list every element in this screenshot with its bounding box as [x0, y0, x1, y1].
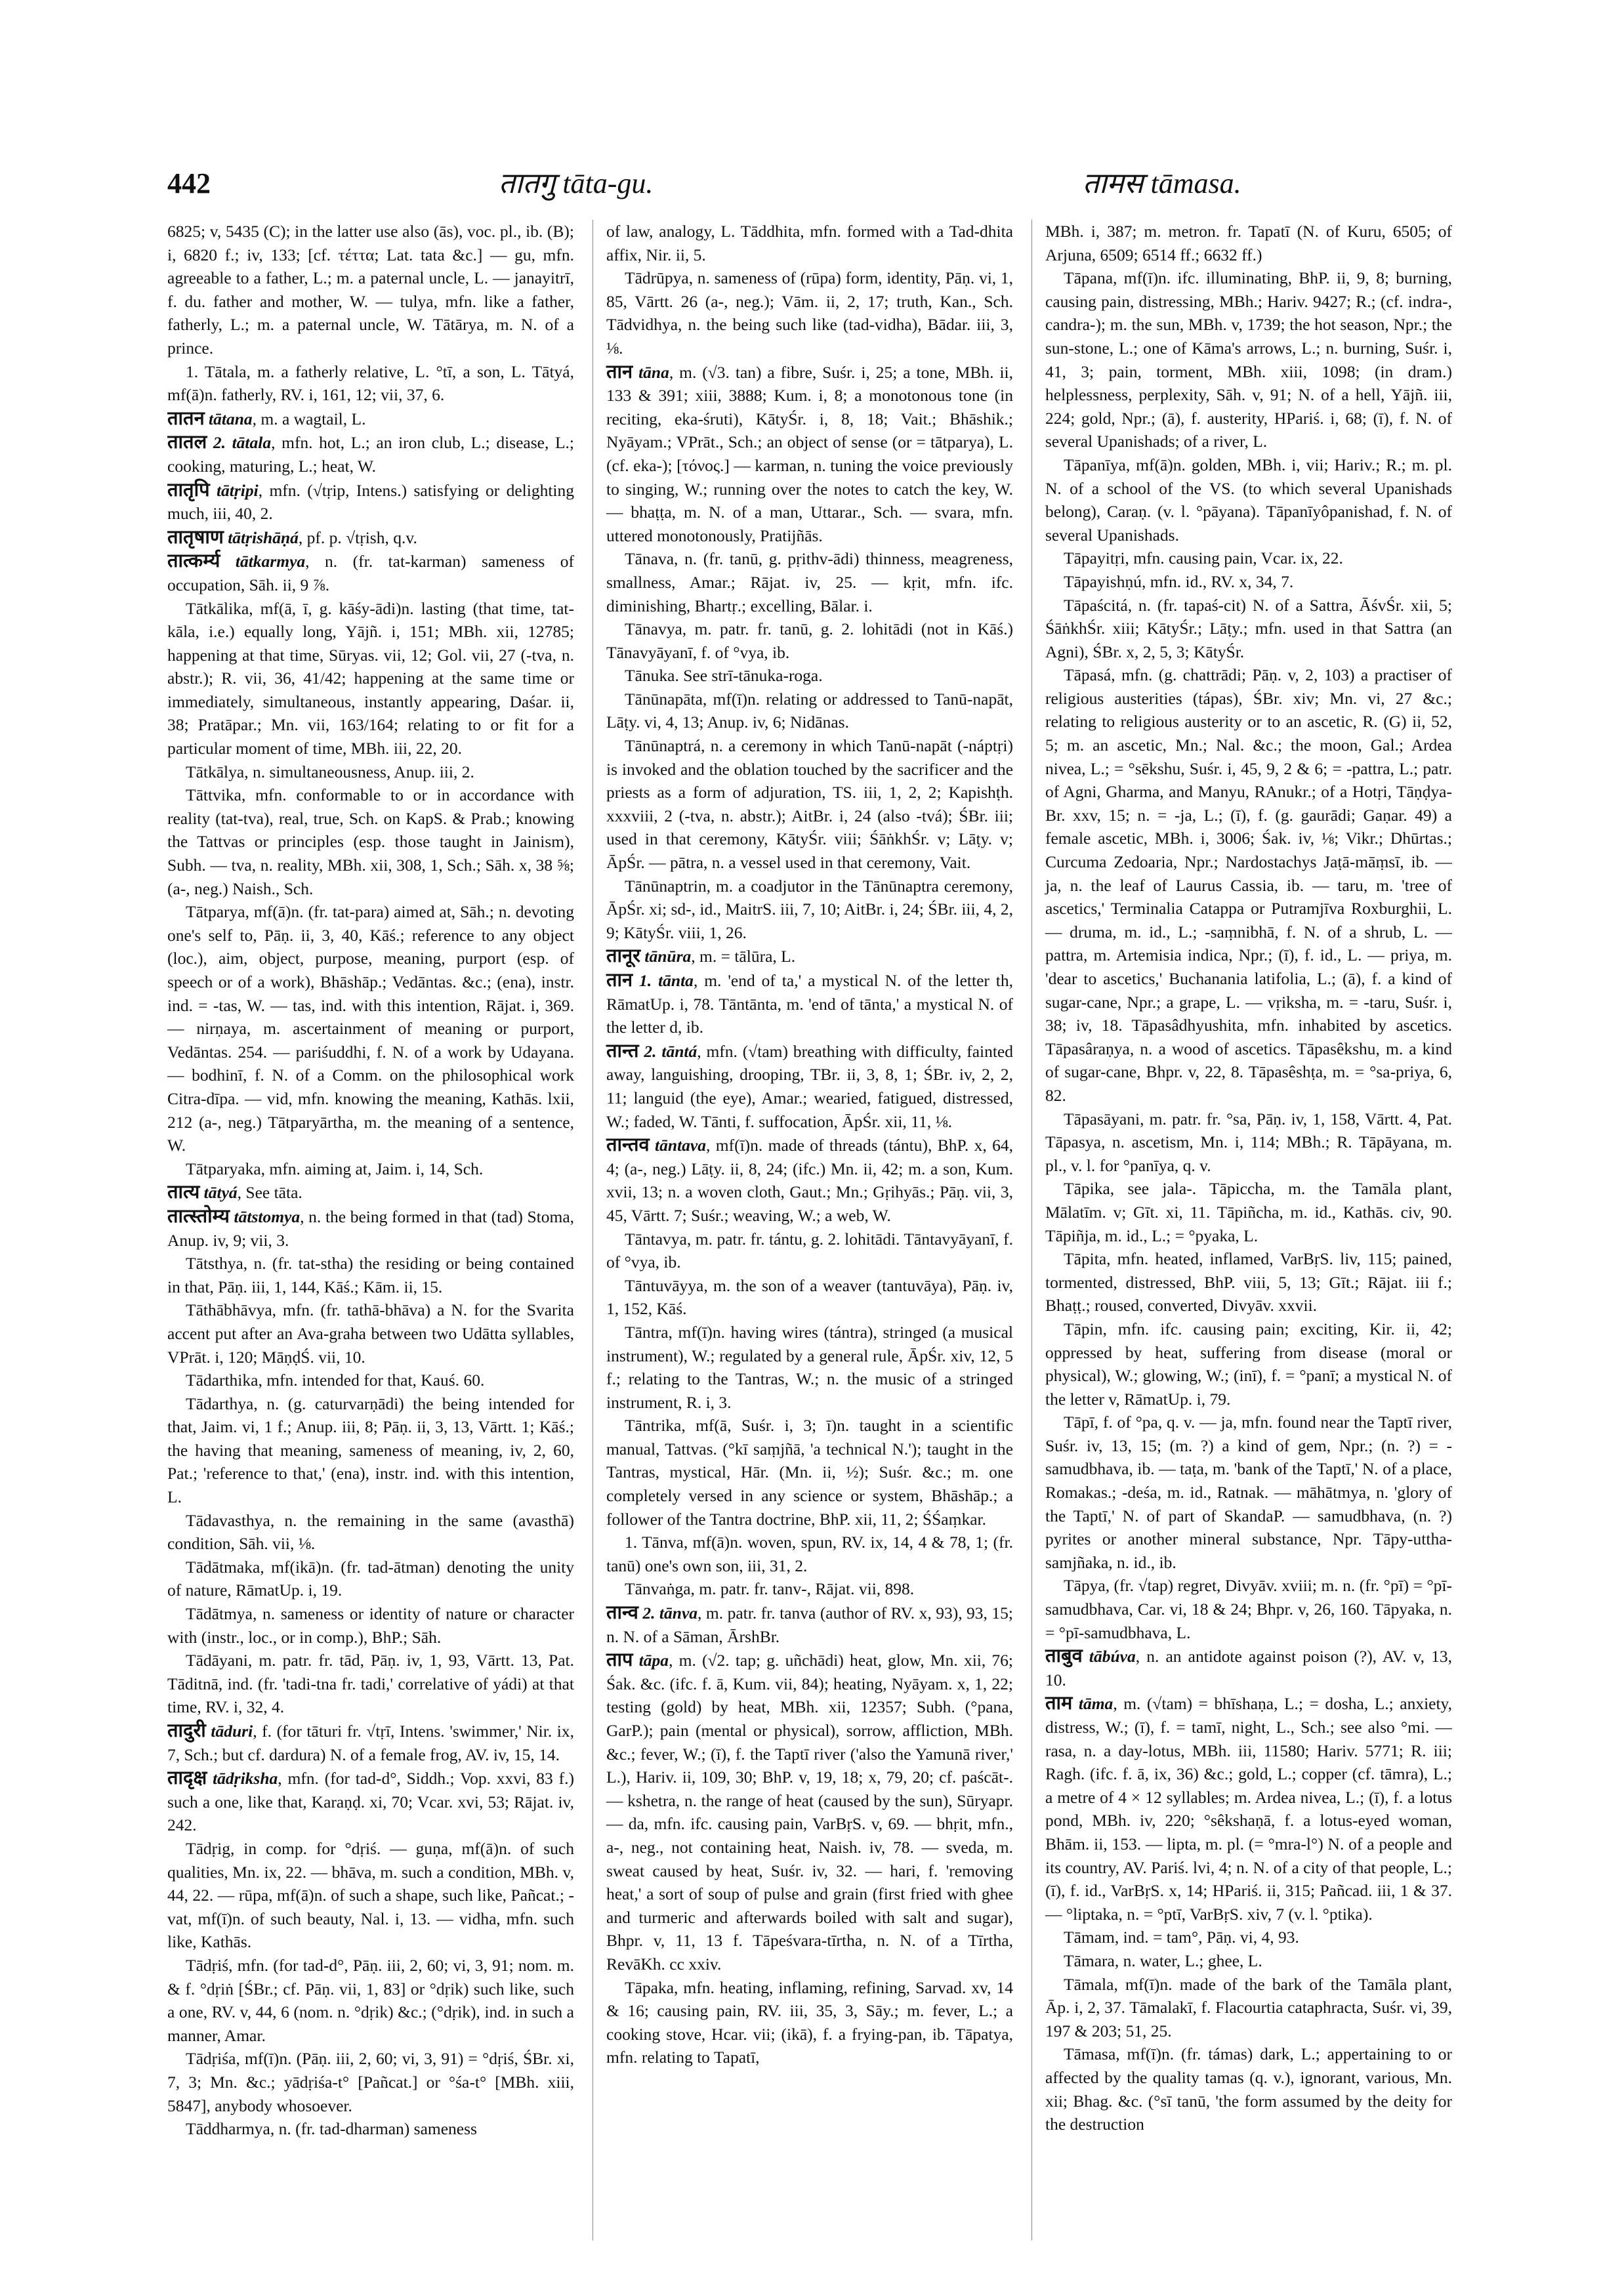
entry-text: Tānūnapāta, mf(ī)n. relating or addressed to Tanū-napāt, Lāṭy. vi, 4, 13; Anup. iv, 6; Nidānas. [606, 689, 1013, 732]
entry-text: Tādṛig, in comp. for °dṛiś. — guṇa, mf(ā)n. of such qualities, Mn. ix, 22. — bhāva, m. such a condition, MBh. v, 44, 22. — rūpa, mf(ā)n. of such a shape, such like, Pañcat.; -vat, mf(ī)n. of such beauty, Nal. i, 13. — vidha, mfn. such like, Kathās. [167, 1838, 574, 1952]
dictionary-entry: ताम tāma, m. (√tam) = bhīshaṇa, L.; = dosha, L.; anxiety, distress, W.; (ī), f. = tamī, night, L., Sch.; see also °mi. — rasa, n. a day-lotus, MBh. iii, 11580; Hariv. 5771; R. iii; Ragh. (ifc. f. ā, ix, 36) &c.; gold, L.; copper (cf. tāmra), L.; a metre of 4 × 12 syllables; m. Ardea nivea, L.; (ī), f. a lotus pond, MBh. iv, 220; °sêkshaṇā, f. a lotus-eyed woman, Bhām. ii, 153. — lipta, m. pl. (= °mra-l°) N. of a people and its country, AV. Pariś. lvi, 4; n. N. of a city of that people, L.; (ī), f. id., VarBṛS. x, 14; HPariś. ii, 315; Pañcad. iii, 1 & 37. — °liptaka, n. = °ptī, VarBṛS. xiv, 7 (v. l. °ptika). [1045, 1691, 1452, 1924]
dictionary-entry [606, 1577, 1013, 1601]
dictionary-entry [1045, 594, 1452, 664]
dictionary-entry [167, 1252, 574, 1298]
devanagari-headword: तान्व [606, 1601, 638, 1624]
dictionary-entry [1045, 1949, 1452, 1973]
entry-text: f. (for tāturi fr. √tṛī, Intens. 'swimmer,' Nir. ix, 7, Sch.; but cf. dardura) N. of a female frog, AV. iv, 15, 14. [167, 1722, 574, 1764]
entry-text: Tāpita, mfn. heated, inflamed, VarBṛS. liv, 115; pained, tormented, distressed, BhP. viii, 5, 13; Gīt.; Rājat. iii f.; Bhaṭṭ.; roused, converted, Divyāv. xxvii. [1045, 1249, 1452, 1315]
devanagari-headword: ताप [606, 1648, 633, 1671]
entry-text: Tānuka. See strī-tānuka-roga. [625, 666, 823, 686]
entry-text: Tādāyani, m. patr. fr. tād, Pāṇ. iv, 1, 93, Vārtt. 13, Pat. Tāditnā, ind. (fr. 'tadi-tna fr. tadi,' correlative of yádi) at that time, RV. i, 32, 4. [167, 1651, 574, 1717]
dictionary-entry [1045, 1107, 1452, 1178]
entry-text: Tāthābhāvya, mfn. (fr. tathā-bhāva) a N. for the Svarita accent put after an Ava-graha between two Udātta syllables, VPrāt. i, 120; MāṇḍŚ. vii, 10. [167, 1300, 574, 1367]
dictionary-entry [606, 1228, 1013, 1274]
entry-text: Tādṛiśa, mf(ī)n. (Pāṇ. iii, 2, 60; vi, 3, 91) = °dṛiś, ŚBr. xi, 7, 3; Mn. &c.; yādṛiśa-t° [Pañcat.] or °śa-t° [MBh. xiii, 5847], anybody whosoever. [167, 2049, 574, 2115]
entry-text: Tāpin, mfn. ifc. causing pain; exciting, Kir. ii, 42; oppressed by heat, suffering from disease (moral or physical), W.; glowing, W.; (inī), f. = °panī; a mystical N. of the letter v, RāmatUp. i, 79. [1045, 1319, 1452, 1409]
dictionary-entry [606, 266, 1013, 360]
transliterated-headword: tātstomya [234, 1207, 301, 1226]
dictionary-entry [167, 2117, 574, 2141]
transliterated-headword: 2. tātala [213, 433, 272, 453]
dictionary-entry [1045, 1973, 1452, 2043]
entry-text: m. a wagtail, L. [260, 409, 366, 428]
entry-text: Tātparyaka, mfn. aiming at, Jaim. i, 14, Sch. [186, 1159, 484, 1178]
entry-text: Tāpya, (fr. √tap) regret, Divyāv. xviii; m. n. (fr. °pī) = °pī-samudbhava, Car. vi, 18 & 24; Bhpr. v, 26, 160. Tāpyaka, n. = °pī-samudbhava, L. [1045, 1576, 1452, 1642]
entry-text: m. (√3. tan) a fibre, Suśr. i, 25; a tone, MBh. ii, 133 & 391; xiii, 3888; Kum. i, 8; a monotonous tone (in reciting, eka-śruti), KātyŚr. i, 8, 18; Vait.; Bhāshik.; Nyāyam.; VPrāt., Sch.; an object of sense (or = tātparya), L. (cf. eka-); [τόνος.] — karman, n. tuning the voice previously to singing, W.; running over the notes to catch the key, W. — bhaṭṭa, m. N. of a man, Uttarar., Sch. — svara, mfn. uttered monotonously, Pratijñās. [606, 362, 1013, 545]
devanagari-headword: तातल [167, 430, 207, 453]
dictionary-entry [167, 1298, 574, 1369]
transliterated-headword: 2. tānva [642, 1603, 698, 1623]
dictionary-entry [606, 1976, 1013, 2069]
page-number: 442 [167, 167, 211, 199]
entry-text: m. = tālūra, L. [699, 947, 796, 966]
devanagari-headword: तान्तव [606, 1133, 650, 1156]
dictionary-entry [606, 220, 1013, 266]
dictionary-columns [167, 220, 1452, 2241]
entry-text: Tānūnaptrá, n. a ceremony in which Tanū-napāt (-náptṛi) is invoked and the oblation touched by the sacrificer and the priests as a form of adjuration, TS. iii, 1, 2, 2; Kapishṭh. xxxviii, 2 (-tva, n. abstr.); AitBr. i, 24 (also -tvá); ŚBr. iii; used in that ceremony, KātyŚr. viii; ŚāṅkhŚr. v; Lāṭy. v; ĀpŚr. — pātra, n. a vessel used in that ceremony, Vait. [606, 736, 1013, 873]
entry-text: Tāpī, f. of °pa, q. v. — ja, mfn. found near the Taptī river, Suśr. iv, 13, 15; (m. ?) a kind of gem, Npr.; (n. ?) = -samudbhava, ib. — taṭa, m. 'bank of the Taptī,' N. of a place, Romakas.; -deśa, m. id., Ratnak. — māhātmya, n. 'glory of the Taptī,' N. of part of SkandaP. — samudbhava, (n. ?) pyrites or another mineral substance, Npr. Tāpy-uttha-samjñaka, n. id., ib. [1045, 1413, 1452, 1572]
devanagari-headword: तातृपि [167, 478, 210, 501]
entry-text: n. the being formed in that (tad) Stoma, Anup. iv, 9; vii, 3. [167, 1207, 574, 1250]
transliterated-headword: tātana [209, 409, 253, 428]
entry-text: pf. p. √tṛish, q.v. [306, 527, 417, 547]
entry-text: of law, analogy, L. Tāddhita, mfn. formed with a Tad-dhita affix, Nir. ii, 5. [606, 222, 1013, 264]
dictionary-entry: तात्य tātyá, See tāta. [167, 1180, 302, 1203]
entry-text: Tāpaka, mfn. heating, inflaming, refining, Sarvad. xv, 14 & 16; causing pain, RV. iii, 35, 3, Sāy.; m. fever, L.; a cooking stove, Hcar. vii; (ikā), f. a frying-pan, ib. Tāpatya, mfn. relating to Tapatī, [606, 1977, 1013, 2067]
devanagari-headword: तानूर [606, 944, 640, 967]
dictionary-entry: तादुरी tāduri, f. (for tāturi fr. √tṛī, Intens. 'swimmer,' Nir. ix, 7, Sch.; but cf. dardura) N. of a female frog, AV. iv, 15, 14. [167, 1719, 574, 1764]
dictionary-entry: तातृपि tātṛipi, mfn. (√tṛip, Intens.) satisfying or delighting much, iii, 40, 2. [167, 478, 574, 524]
entry-text: Tāpasá, mfn. (g. chattrādi; Pāṇ. v, 2, 103) a practiser of religious austerities (tápas), ŚBr. xiv; Mn. vi, 27 &c.; relating to religious austerity or to an ascetic, R. (G) ii, 52, 5; m. an ascetic, Mn.; Nal. &c.; the moon, Gal.; Ardea nivea, L.; = °sēkshu, Suśr. i, 45, 9, 2 & 6; = -pattra, L.; patr. of Agni, Gharma, and Manyu, RAnukr.; of a Hotṛi, Tāṇḍya-Br. xxv, 15; n. = -ja, L.; (ī), f. (g. gaurādi; Gaṇar. 49) a female ascetic, MBh. i, 3006; Śak. iv, ⅛; Vikr.; Dhūrtas.; Curcuma Zedoaria, Npr.; Nardostachys Jaṭā-māṃsī, ib. — ja, n. the leaf of Laurus Cassia, ib. — taru, m. 'tree of ascetics,' Terminalia Catappa or Putramjīva Roxburghii, L. — druma, m. id., L.; -saṃnibhā, f. N. of a shrub, L. — pattra, m. Artemisia indica, Npr.; (ī), f. id., L. — priya, m. 'dear to ascetics,' Buchanania latifolia, L.; (ā), f. a kind of sugar-cane, Npr.; a grape, L. — vṛiksha, m. = -taru, Suśr. i, 38; iv, 18. Tāpasâdhyushita, mfn. inhabited by ascetics. Tāpasâraṇya, n. a wood of ascetics. Tāpasêkshu, m. a kind of sugar-cane, Bhpr. v, 22, 8. Tāpasêshṭa, m. = °sa-priya, 6, 82. [1045, 665, 1452, 1105]
dictionary-entry: तात्कर्म्य tātkarmya, n. (fr. tat-karman) sameness of occupation, Sāh. ii, 9 ⅞. [167, 549, 574, 594]
entry-text: Tāntavya, m. patr. fr. tántu, g. 2. lohitādi. Tāntavyāyanī, f. of °vya, ib. [606, 1229, 1013, 1272]
dictionary-entry: ताबुव tābúva, n. an antidote against poison (?), AV. v, 13, 10. [1045, 1644, 1452, 1689]
entry-text: mf(ī)n. made of threads (tántu), BhP. x, 64, 4; (a-, neg.) Lāṭy. ii, 8, 24; (ifc.) Mn. ii, 42; m. a son, Kum. xvii, 13; n. a woven cloth, Gaut.; Mn.; Gṛihyās.; Pāṇ. vii, 3, 45, Vārtt. 7; Suśr.; weaving, W.; a web, W. [606, 1136, 1013, 1225]
entry-text: m. (√2. tap; g. uñchādi) heat, glow, Mn. xii, 76; Śak. &c. (ifc. f. ā, Kum. vii, 84); heating, Nyāyam. x, 1, 22; testing (gold) by heat, MBh. xii, 12357; Subh. (°pana, GarP.); pain (mental or physical), sorrow, affliction, MBh. &c.; fever, W.; (ī), f. the Taptī river ('also the Yamunā river,' L.), Hariv. ii, 109, 30; BhP. v, 19, 18; x, 79, 20; cf. paścāt-. — kshetra, n. the range of heat (caused by the sun), Sūryapr. — da, mfn. ifc. causing pain, VarBṛS. v, 69. — bhṛit, mfn., a-, neg., not containing heat, Naish. iv, 78. — sveda, m. sweat caused by heat, Suśr. iv, 32. — hari, f. 'removing heat,' a sort of soup of pulse and grain (first fried with ghee and turmeric and afterwards boiled with salt and sugar), Bhpr. v, 11, 13 f. Tāpeśvara-tīrtha, n. N. of a Tīrtha, RevāKh. cc xxiv. [606, 1651, 1013, 1974]
devanagari-headword: तान [606, 360, 633, 382]
dictionary-entry: तान्व 2. tānva, m. patr. fr. tanva (author of RV. x, 93), 93, 15; n. N. of a Sāman, ĀrshBr. [606, 1601, 1013, 1646]
entry-text: See tāta. [245, 1183, 302, 1203]
transliterated-headword: tāpa [638, 1651, 669, 1670]
dictionary-entry [167, 220, 574, 360]
dictionary-entry [606, 688, 1013, 734]
entry-text: Tādṛiś, mfn. (for tad-d°, Pāṇ. iii, 2, 60; vi, 3, 91; nom. m. & f. °dṛiṅ [ŚBr.; cf. Pāṇ. vii, 1, 83] or °dṛik) such like, such a one, RV. v, 44, 6 (nom. n. °dṛik) &c.; (°dṛik), ind. in such a manner, Amar. [167, 1955, 574, 2045]
entry-text: Tādarthika, mfn. intended for that, Kauś. 60. [186, 1371, 485, 1390]
entry-text: Tādarthya, n. (g. caturvarṇādi) the being intended for that, Jaim. vi, 1 f.; Anup. iii, 8; Pāṇ. ii, 3, 13, Vārtt. 1; Kāś.; the having that meaning, sameness of meaning, iv, 2, 60, Pat.; 'reference to that,' (ena), instr. ind. with this intention, L. [167, 1394, 574, 1507]
dictionary-entry [167, 760, 574, 784]
dictionary-entry [167, 1369, 574, 1392]
dictionary-entry: तान्तव tāntava, mf(ī)n. made of threads (tántu), BhP. x, 64, 4; (a-, neg.) Lāṭy. ii, 8, 24; (ifc.) Mn. ii, 42; m. a son, Kum. xvii, 13; n. a woven cloth, Gaut.; Mn.; Gṛihyās.; Pāṇ. vii, 3, 45, Vārtt. 7; Suśr.; weaving, W.; a web, W. [606, 1133, 1013, 1225]
running-header [167, 164, 1452, 203]
devanagari-headword: ताबुव [1045, 1644, 1083, 1667]
entry-text: Tānvaṅga, m. patr. fr. tanv-, Rājat. vii, 898. [625, 1579, 915, 1599]
dictionary-entry [1045, 453, 1452, 547]
entry-text: 1. Tānva, mf(ā)n. woven, spun, RV. ix, 14, 4 & 78, 1; (fr. tanū) one's own son, iii, 31, 2. [606, 1533, 1013, 1575]
entry-text: Tānavya, m. patr. fr. tanū, g. 2. lohitādi (not in Kāś.) Tānavyāyanī, f. of °vya, ib. [606, 619, 1013, 662]
dictionary-entry [606, 617, 1013, 664]
dictionary-entry [606, 547, 1013, 617]
dictionary-entry [606, 664, 1013, 688]
entry-text: MBh. i, 387; m. metron. fr. Tapatī (N. of Kuru, 6505; of Arjuna, 6509; 6514 ff.; 6632 ff.) [1045, 222, 1452, 264]
transliterated-headword: 2. tāntá [644, 1041, 697, 1061]
devanagari-headword: तान [606, 968, 633, 991]
entry-text: Tātkālika, mf(ā, ī, g. kāśy-ādi)n. lasting (that time, tat-kāla, i.e.) equally long, Yājñ. i, 151; MBh. xii, 12785; happening at that time, Sūryas. vii, 12; Gol. vii, 27 (-tva, n. abstr.); R. vii, 36, 41/42; happening at the same time or immediately, simultaneous, instantly appearing, Daśar. ii, 38; Pratāpar.; Mn. vii, 163/164; relating to or fit for a particular moment of time, MBh. iii, 22, 20. [167, 598, 574, 758]
entry-text: Tāpanīya, mf(ā)n. golden, MBh. i, vii; Hariv.; R.; m. pl. N. of a school of the VS. (to which several Upanishads belong), Caraṇ. (v. l. °pāyana). Tāpanīyôpanishad, f. N. of several Upanishads. [1045, 455, 1452, 545]
devanagari-headword: तान्त [606, 1039, 639, 1062]
entry-text: 6825; v, 5435 (C); in the latter use also (ās), voc. pl., ib. (B); i, 6820 f.; iv, 133; [cf. τέττα; Lat. tata &c.] — gu, mfn. agreeable to a father, L.; m. a paternal uncle, L. — janayitrī, f. du. father and mother, W. — tulya, mfn. like a father, fatherly, L.; m. a paternal uncle, W. Tātārya, m. N. of a prince. [167, 222, 574, 358]
column-left [167, 220, 574, 2241]
column-right [1031, 220, 1452, 2241]
left-headword: तातगु tāta-gu. [499, 167, 654, 199]
entry-text: n. (fr. tat-karman) sameness of occupation, Sāh. ii, 9 ⅞. [167, 552, 574, 594]
entry-text: Tādavasthya, n. the remaining in the same (avasthā) condition, Sāh. vii, ⅛. [167, 1510, 574, 1554]
dictionary-entry: तान tāna, m. (√3. tan) a fibre, Suśr. i, 25; a tone, MBh. ii, 133 & 391; xiii, 3888; Kum. i, 8; a monotonous tone (in reciting, eka-śruti), KātyŚr. i, 8, 18; Vait.; Bhāshik.; Nyāyam.; VPrāt., Sch.; an object of sense (or = tātparya), L. (cf. eka-); [τόνος.] — karman, n. tuning the voice previously to singing, W.; running over the notes to catch the key, W. — bhaṭṭa, m. N. of a man, Uttarar., Sch. — svara, mfn. uttered monotonously, Pratijñās. [606, 360, 1013, 545]
entry-text: Tādrūpya, n. sameness of (rūpa) form, identity, Pāṇ. vi, 1, 85, Vārtt. 26 (a-, neg.); Vām. ii, 2, 17; truth, Kan., Sch. Tādvidhya, n. the being such like (tad-vidha), Bādar. iii, 3, ⅛. [606, 268, 1013, 358]
dictionary-entry [167, 900, 574, 1157]
transliterated-headword: tānūra [644, 947, 692, 966]
entry-text: Tāpana, mf(ī)n. ifc. illuminating, BhP. ii, 9, 8; burning, causing pain, distressing, MBh.; Hariv. 9427; R.; (cf. indra-, candra-); m. the sun, MBh. v, 1739; the hot season, Npr.; the sun-stone, L.; one of Kāma's arrows, L.; n. burning, Suśr. i, 41, 3; pain, torment, MBh. xiii, 1098; (in dram.) helplessness, perplexity, Sāh. v, 91; N. of a hell, Yājñ. iii, 224; gold, Npr.; (ā), f. austerity, HPariś. i, 68; (ī), f. N. of several Upanishads; of a river, L. [1045, 268, 1452, 451]
entry-text: Tāpika, see jala-. Tāpiccha, m. the Tamāla plant, Mālatīm. v; Gīt. xi, 11. Tāpiñcha, m. id., Kathās. civ, 90. Tāpiñja, m. id., L.; = °pyaka, L. [1045, 1179, 1452, 1245]
entry-text: Tātsthya, n. (fr. tat-stha) the residing or being contained in that, Pāṇ. iii, 1, 144, Kāś.; Kām. ii, 15. [167, 1254, 574, 1296]
dictionary-entry: तान 1. tānta, m. 'end of ta,' a mystical N. of the letter th, RāmatUp. i, 78. Tāntānta, m. 'end of tānta,' a mystical N. of the letter d, ib. [606, 968, 1013, 1037]
entry-text: Tāpayishṇú, mfn. id., RV. x, 34, 7. [1064, 571, 1294, 591]
entry-text: 1. Tātala, m. a fatherly relative, L. °tī, a son, L. Tātyá, mf(ā)n. fatherly, RV. i, 161, 12; vii, 37, 6. [167, 362, 574, 405]
transliterated-headword: tātṛishāṇá [228, 527, 299, 547]
transliterated-headword: tāma [1078, 1694, 1114, 1714]
column-middle [593, 220, 1013, 2241]
dictionary-entry [167, 783, 574, 900]
dictionary-entry [606, 875, 1013, 945]
transliterated-headword: tātyá [203, 1183, 238, 1203]
dictionary-entry [1045, 663, 1452, 1107]
dictionary-entry [167, 1556, 574, 1602]
dictionary-entry [167, 1602, 574, 1649]
dictionary-entry [606, 734, 1013, 875]
devanagari-headword: ताम [1045, 1691, 1073, 1714]
dictionary-entry [1045, 1317, 1452, 1411]
devanagari-headword: तातन [167, 406, 205, 429]
entry-text: Tānava, n. (fr. tanū, g. pṛithv-ādi) thinness, meagreness, smallness, Amar.; Rājat. iv, 25. — kṛit, mfn. ifc. diminishing, Bhartṛ.; excelling, Bālar. i. [606, 549, 1013, 615]
entry-text: Tātkālya, n. simultaneousness, Anup. iii, 2. [186, 762, 474, 781]
transliterated-headword: 1. tānta [639, 971, 694, 990]
entry-text: Tāmasa, mf(ī)n. (fr. támas) dark, L.; appertaining to or affected by the quality tamas (q. v.), ignorant, various, Mn. xii; Bhag. &c. (°sī tanū, 'the form assumed by the deity for the destruction [1045, 2044, 1452, 2134]
entry-text: m. 'end of ta,' a mystical N. of the letter th, RāmatUp. i, 78. Tāntānta, m. 'end of tānta,' a mystical N. of the letter d, ib. [606, 971, 1013, 1037]
dictionary-entry: तातन tātana, m. a wagtail, L. [167, 406, 366, 429]
dictionary-entry [167, 1157, 574, 1181]
entry-text: Tāpasāyani, m. patr. fr. °sa, Pāṇ. iv, 1, 158, Vārtt. 4, Pat. Tāpasya, n. ascetism, Mn. i, 114; MBh.; R. Tāpāyana, m. pl., v. l. for °panīya, q. v. [1045, 1109, 1452, 1175]
dictionary-entry [1045, 220, 1452, 266]
dictionary-entry [167, 360, 574, 407]
entry-text: Tāmam, ind. = tam°, Pāṇ. vi, 4, 93. [1064, 1928, 1299, 1947]
entry-text: Tāttvika, mfn. conformable to or in accordance with reality (tat-tva), real, true, Sch. on KapS. & Prab.; knowing the Tattvas or principles (esp. those taught in Jainism), Subh. — tva, n. reality, MBh. xii, 308, 1, Sch.; Sāh. x, 38 ⅝; (a-, neg.) Naish., Sch. [167, 785, 574, 898]
entry-text: m. patr. fr. tanva (author of RV. x, 93), 93, 15; n. N. of a Sāman, ĀrshBr. [606, 1603, 1013, 1646]
dictionary-entry: ताप tāpa, m. (√2. tap; g. uñchādi) heat, glow, Mn. xii, 76; Śak. &c. (ifc. f. ā, Kum. vii, 84); heating, Nyāyam. x, 1, 22; testing (gold) by heat, MBh. xii, 12357; Subh. (°pana, GarP.); pain (mental or physical), sorrow, affliction, MBh. &c.; fever, W.; (ī), f. the Taptī river ('also the Yamunā river,' L.), Hariv. ii, 109, 30; BhP. v, 19, 18; x, 79, 20; cf. paścāt-. — kshetra, n. the range of heat (caused by the sun), Sūryapr. — da, mfn. ifc. causing pain, VarBṛS. v, 69. — bhṛit, mfn., a-, neg., not containing heat, Naish. iv, 78. — sveda, m. sweat caused by heat, Suśr. iv, 32. — hari, f. 'removing heat,' a sort of soup of pulse and grain (first fried with ghee and turmeric and afterwards boiled with salt and sugar), Bhpr. v, 11, 13 f. Tāpeśvara-tīrtha, n. N. of a Tīrtha, RevāKh. cc xxiv. [606, 1648, 1013, 1974]
entry-text: Tāmala, mf(ī)n. made of the bark of the Tamāla plant, Āp. i, 2, 37. Tāmalakī, f. Flacourtia cataphracta, Suśr. vi, 39, 197 & 203; 51, 25. [1045, 1974, 1452, 2040]
dictionary-entry [167, 1649, 574, 1719]
entry-text: m. (√tam) = bhīshaṇa, L.; = dosha, L.; anxiety, distress, W.; (ī), f. = tamī, night, L., Sch.; see also °mi. — rasa, n. a day-lotus, MBh. iii, 11580; Hariv. 5771; R. iii; Ragh. (ifc. f. ā, ix, 36) &c.; gold, L.; copper (cf. tāmra), L.; a metre of 4 × 12 syllables; m. Ardea nivea, L.; (ī), f. a lotus pond, MBh. iv, 220; °sêkshaṇā, f. a lotus-eyed woman, Bhām. ii, 153. — lipta, m. pl. (= °mra-l°) N. of a people and its country, AV. Pariś. lvi, 4; n. N. of a city of that people, L.; (ī), f. id., VarBṛS. x, 14; HPariś. ii, 315; Pañcad. iii, 1 & 37. — °liptaka, n. = °ptī, VarBṛS. xiv, 7 (v. l. °ptika). [1045, 1694, 1452, 1924]
entry-text: Tāntrika, mf(ā, Suśr. i, 3; ī)n. taught in a scientific manual, Tattvas. (°kī saṃjñā, 'a technical N.'); taught in the Tantras, mystical, Hār. (Mn. ii, ½); Suśr. &c.; m. one completely versed in any science or system, Bhāshāp.; a follower of the Tantra doctrine, BhP. xii, 11, 2; ŚŚaṃkar. [606, 1416, 1013, 1529]
entry-text: Tādātmya, n. sameness or identity of nature or character with (instr., loc., or in comp.), BhP.; Sāh. [167, 1604, 574, 1647]
entry-text: Tātparya, mf(ā)n. (fr. tat-para) aimed at, Sāh.; n. devoting one's self to, Pāṇ. ii, 3, 40, Kāś.; reference to any object (loc.), aim, object, purpose, meaning, purport (esp. of speech or of a work), Bhāshāp.; Vedāntas. &c.; (ena), instr. ind. = -tas, W. — tas, ind. with this intention, Rājat. i, 369. — nirṇaya, m. ascertainment of meaning or purport, Vedāntas. 254. — pariśuddhi, f. N. of a work by Udayana. — bodhinī, f. N. of a Comm. on the philosophical work Citra-dīpa. — vid, mfn. knowing the meaning, Kathās. lxii, 212 (a-, neg.) Tātparyārtha, m. the meaning of a sentence, W. [167, 902, 574, 1155]
entry-text: mfn. (√tṛip, Intens.) satisfying or delighting much, iii, 40, 2. [167, 480, 574, 524]
right-headword: तामस tāmasa. [1083, 167, 1241, 199]
transliterated-headword: tābúva [1089, 1647, 1136, 1666]
entry-text: n. an antidote against poison (?), AV. v, 13, 10. [1045, 1647, 1452, 1689]
dictionary-entry: तानूर tānūra, m. = tālūra, L. [606, 944, 796, 967]
dictionary-entry [167, 1392, 574, 1509]
dictionary-entry [1045, 1926, 1452, 1949]
dictionary-entry [1045, 547, 1452, 570]
dictionary-entry [167, 597, 574, 760]
entry-text: Tāddharmya, n. (fr. tad-dharman) sameness [186, 2119, 477, 2139]
dictionary-entry [1045, 570, 1452, 594]
dictionary-entry [167, 1837, 574, 1954]
entry-text: Tānūnaptrin, m. a coadjutor in the Tānūnaptra ceremony, ĀpŚr. xi; sd-, id., MaitrS. iii, 7, 10; AitBr. i, 24; ŚBr. iii, 4, 2, 9; KātyŚr. viii, 1, 26. [606, 876, 1013, 942]
entry-text: Tāpayitṛi, mfn. causing pain, Vcar. ix, 22. [1064, 548, 1343, 568]
dictionary-entry [1045, 1247, 1452, 1317]
dictionary-entry: तान्त 2. tāntá, mfn. (√tam) breathing with difficulty, fainted away, languishing, drooping, TBr. ii, 3, 8, 1; ŚBr. iv, 2, 2, 11; languid (the eye), Amar.; wearied, fatigued, distressed, W.; faded, W. Tānti, f. suffocation, ĀpŚr. xii, 11, ⅛. [606, 1039, 1013, 1131]
dictionary-entry: तातल 2. tātala, mfn. hot, L.; an iron club, L.; disease, L.; cooking, maturing, L.; heat, W. [167, 430, 574, 476]
dictionary-entry: तादृक्ष tādṛiksha, mfn. (for tad-d°, Siddh.; Vop. xxvi, 83 f.) such a one, like that, Karaṇḍ. xi, 70; Vcar. xvi, 53; Rājat. iv, 242. [167, 1766, 574, 1835]
dictionary-entry [167, 1509, 574, 1556]
dictionary-entry [1045, 1411, 1452, 1574]
entry-text: Tāmara, n. water, L.; ghee, L. [1064, 1951, 1262, 1970]
devanagari-headword: तादृक्ष [167, 1766, 207, 1789]
entry-text: Tāpaścitá, n. (fr. tapaś-cit) N. of a Sattra, ĀśvŚr. xii, 5; ŚāṅkhŚr. xiii; KātyŚr.; Lāṭy.; mfn. used in that Sattra (an Agni), ŚBr. x, 2, 5, 3; KātyŚr. [1045, 595, 1452, 661]
transliterated-headword: tātṛipi [216, 480, 259, 500]
devanagari-headword: तात्कर्म्य [167, 549, 220, 572]
transliterated-headword: tādṛiksha [213, 1769, 278, 1788]
entry-text: mfn. hot, L.; an iron club, L.; disease, L.; cooking, maturing, L.; heat, W. [167, 433, 574, 476]
dictionary-entry [1045, 2042, 1452, 2136]
dictionary-entry [1045, 1177, 1452, 1247]
dictionary-entry [1045, 266, 1452, 453]
dictionary-entry [167, 2047, 574, 2117]
devanagari-headword: तात्य [167, 1180, 200, 1203]
entry-text: Tāntuvāyya, m. the son of a weaver (tantuvāya), Pāṇ. iv, 1, 152, Kāś. [606, 1275, 1013, 1319]
dictionary-entry [1045, 1574, 1452, 1644]
devanagari-headword: तादुरी [167, 1719, 206, 1741]
dictionary-entry [606, 1531, 1013, 1577]
devanagari-headword: तात्स्तोम्य [167, 1204, 230, 1227]
entry-text: Tādātmaka, mf(ikā)n. (fr. tad-ātman) denoting the unity of nature, RāmatUp. i, 19. [167, 1557, 574, 1600]
transliterated-headword: tāntava [655, 1136, 706, 1155]
dictionary-entry [606, 1414, 1013, 1531]
transliterated-headword: tātkarmya [235, 552, 306, 571]
entry-text: Tāntra, mf(ī)n. having wires (tántra), stringed (a musical instrument), W.; regulated by a general rule, ĀpŚr. xiv, 12, 5 f.; relating to the Tantras, W.; n. the music of a stringed instrument, R. i, 3. [606, 1322, 1013, 1412]
dictionary-entry [167, 1954, 574, 2047]
entry-text: mfn. (√tam) breathing with difficulty, fainted away, languishing, drooping, TBr. ii, 3, 8, 1; ŚBr. iv, 2, 2, 11; languid (the eye), Amar.; wearied, fatigued, distressed, W.; faded, W. Tānti, f. suffocation, ĀpŚr. xii, 11, ⅛. [606, 1041, 1013, 1131]
transliterated-headword: tāna [638, 362, 669, 382]
dictionary-entry [606, 1274, 1013, 1321]
dictionary-entry [606, 1321, 1013, 1414]
devanagari-headword: तातृषाण [167, 525, 224, 548]
transliterated-headword: tāduri [211, 1722, 253, 1741]
dictionary-entry: तातृषाण tātṛishāṇá, pf. p. √tṛish, q.v. [167, 525, 417, 548]
dictionary-entry: तात्स्तोम्य tātstomya, n. the being formed in that (tad) Stoma, Anup. iv, 9; vii, 3. [167, 1204, 574, 1250]
entry-text: mfn. (for tad-d°, Siddh.; Vop. xxvi, 83 f.) such a one, like that, Karaṇḍ. xi, 70; Vcar. xvi, 53; Rājat. iv, 242. [167, 1769, 574, 1835]
